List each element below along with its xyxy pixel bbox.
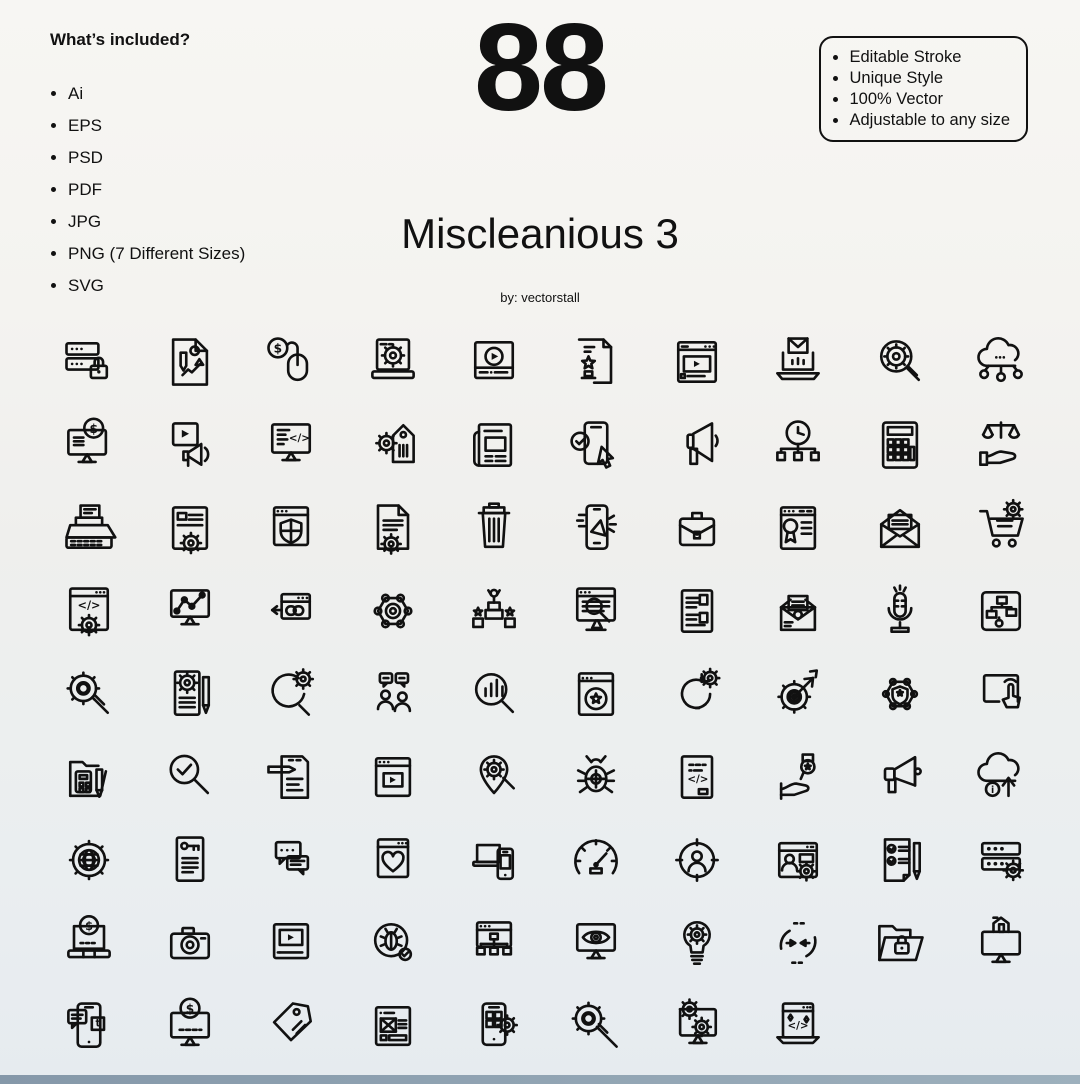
format-item: • PNG (7 Different Sizes) (68, 244, 245, 264)
feature-item: • Adjustable to any size (849, 111, 1010, 130)
icon-network-security (868, 663, 932, 724)
icon-sitemap-browser (462, 912, 526, 973)
icon-network-molecule (361, 580, 425, 641)
whats-included-title: What’s included? (50, 30, 191, 49)
icon-code-laptop (766, 995, 830, 1056)
icon-content-settings (158, 497, 222, 558)
icon-verified-search (158, 746, 222, 807)
icon-video-browser (361, 746, 425, 807)
icon-achievement-podium (462, 580, 526, 641)
icon-typewriter (57, 497, 121, 558)
icon-web-certificate (766, 497, 830, 558)
icon-mobile-marketing (564, 497, 628, 558)
svg-text:</>: </> (289, 431, 311, 444)
icon-monitor-payment (158, 995, 222, 1056)
icon-video-playback (259, 912, 323, 973)
icon-backlink (259, 580, 323, 641)
icon-responsive-devices (462, 829, 526, 890)
icon-laptop-settings (361, 331, 425, 392)
icon-sync-arrows (766, 912, 830, 973)
icon-team-chat (361, 663, 425, 724)
icon-global-settings (57, 829, 121, 890)
format-item: • PDF (68, 180, 245, 200)
icon-article-layout (665, 580, 729, 641)
icon-cloud-network (969, 331, 1033, 392)
icon-monitor-gears (665, 995, 729, 1056)
author-byline: by: vectorstall (500, 290, 580, 305)
icon-web-security (259, 497, 323, 558)
icon-flowchart (969, 580, 1033, 641)
icon-megaphone-stand (665, 414, 729, 475)
icon-wireframe-browser (361, 995, 425, 1056)
format-item: • SVG (68, 276, 245, 296)
features-list (827, 48, 1010, 130)
icon-cart-settings (969, 497, 1033, 558)
icon-speedometer (564, 829, 628, 890)
icon-bug-check (361, 912, 425, 973)
icon-keyword-document (158, 829, 222, 890)
icon-document-gear-pencil (158, 663, 222, 724)
icon-design-document (158, 331, 222, 392)
format-item: • PSD (68, 148, 245, 168)
icon-time-hierarchy (766, 414, 830, 475)
icon-trash-bin (462, 497, 526, 558)
icon-mobile-messaging (57, 995, 121, 1056)
icon-video-website (665, 331, 729, 392)
pack-title: Miscleanious 3 (401, 210, 679, 257)
icon-favorite-website (564, 663, 628, 724)
icon-camera (158, 912, 222, 973)
icon-local-seo-pin (462, 746, 526, 807)
icon-price-tag (259, 995, 323, 1056)
svg-text:$: $ (185, 1001, 195, 1016)
svg-text:i: i (991, 784, 995, 796)
svg-text:</>: </> (787, 1019, 809, 1032)
svg-text:</>: </> (687, 773, 709, 786)
features-box (819, 36, 1028, 142)
icon-monitor-money (57, 414, 121, 475)
icon-idea-gear-bulb (665, 912, 729, 973)
icon-accounting-folder (57, 746, 121, 807)
format-item: • JPG (68, 212, 245, 232)
icon-search-settings (868, 331, 932, 392)
icon-seo-monitor (564, 580, 628, 641)
icon-home-monitor (969, 912, 1033, 973)
icon-reward-hand (766, 746, 830, 807)
icon-gear-search (57, 663, 121, 724)
icon-bug-target (564, 746, 628, 807)
icon-award-document (564, 331, 628, 392)
icon-edit-note (259, 746, 323, 807)
icon-secure-folder (868, 912, 932, 973)
icon-open-mail (868, 497, 932, 558)
icon-secure-server (57, 331, 121, 392)
icon-web-development (57, 580, 121, 641)
svg-text:</>: </> (77, 598, 101, 612)
icon-video-player (462, 331, 526, 392)
svg-text:t: t (95, 1016, 101, 1029)
icon-laptop-earnings (57, 912, 121, 973)
format-item: • Ai (68, 84, 245, 104)
icon-microphone (868, 580, 932, 641)
feature-item: • Unique Style (849, 69, 1010, 88)
icon-briefcase (665, 497, 729, 558)
icon-analytics-monitor (158, 580, 222, 641)
icon-goal-gear (766, 663, 830, 724)
icon-tag-settings (361, 414, 425, 475)
icon-account-settings-browser (766, 829, 830, 890)
format-item: • EPS (68, 116, 245, 136)
icon-cloud-upload-info (969, 746, 1033, 807)
icon-calculator (868, 414, 932, 475)
icon-code-editor (665, 746, 729, 807)
icon-pay-per-click-mouse (259, 331, 323, 392)
icon-mobile-approval (564, 414, 628, 475)
icon-touchscreen (969, 663, 1033, 724)
feature-item: • 100% Vector (849, 90, 1010, 109)
icon-user-target (665, 829, 729, 890)
icon-server-settings (969, 829, 1033, 890)
icon-announcement-megaphone (868, 746, 932, 807)
icon-coding-monitor (259, 414, 323, 475)
icon-refresh-settings (665, 663, 729, 724)
feature-item: • Editable Stroke (849, 48, 1010, 67)
icon-checklist-pencil (868, 829, 932, 890)
icon-newspaper (462, 414, 526, 475)
icon-chart-search (462, 663, 526, 724)
icon-chat-messages (259, 829, 323, 890)
icon-video-marketing (158, 414, 222, 475)
icon-mobile-app-settings (462, 995, 526, 1056)
icon-gear-wand (564, 995, 628, 1056)
icon-document-settings (361, 497, 425, 558)
icon-grid (38, 331, 1052, 1056)
icon-count: 88 (474, 0, 606, 137)
svg-text:$: $ (89, 421, 98, 436)
icon-search-optimization (259, 663, 323, 724)
svg-text:$: $ (84, 919, 93, 933)
icon-monitor-eye (564, 912, 628, 973)
icon-mail-message (766, 580, 830, 641)
icon-laptop-email (766, 331, 830, 392)
icon-favorite-page (361, 829, 425, 890)
icon-legal-hand (969, 414, 1033, 475)
svg-text:$: $ (274, 341, 283, 356)
